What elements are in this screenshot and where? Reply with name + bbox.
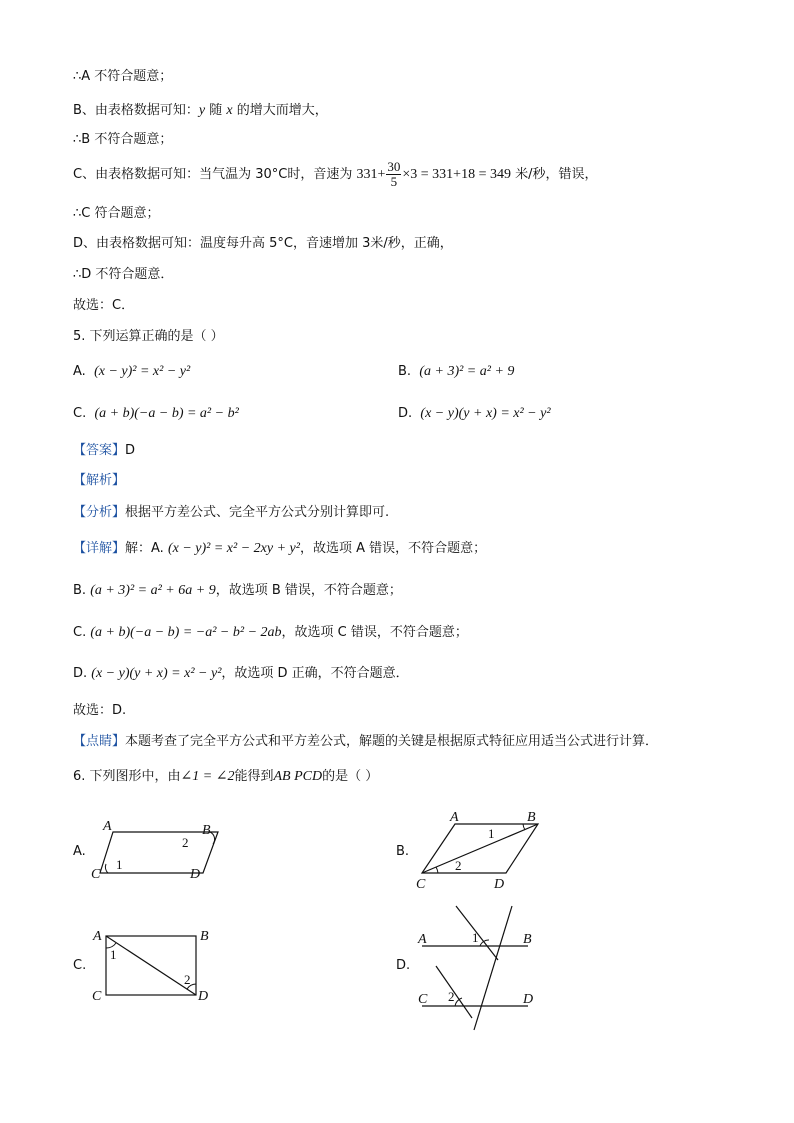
q6-option-c-label: C. <box>73 958 87 973</box>
solution-line-8: 故选：C． <box>73 298 135 313</box>
label-1: 1 <box>110 947 117 962</box>
q5-option-c: C. (a + b)(−a − b) = a² − b² <box>73 406 239 421</box>
figure-c <box>88 922 228 1007</box>
label-a: A <box>450 810 459 825</box>
solution-line-3: ∴B 不符合题意； <box>73 132 173 147</box>
q5-dianjing: 【点睛】本题考查了完全平方公式和平方差公式，解题的关键是根据原式特征应用适当公式进行计算． <box>73 734 659 749</box>
solution-line-7: ∴D 不符合题意． <box>73 267 174 282</box>
solution-line-4: C、由表格数据可知：当气温为 30°C时，音速为 331+ $\frac{30}{5}$ ×3 = 331+18 = 349 米/秒，错误， <box>73 159 598 189</box>
fraction-30-over-5: $\frac{30}{5}$ <box>387 159 401 189</box>
label-a: A <box>103 819 112 834</box>
figure-b <box>410 806 550 896</box>
label-b: B <box>200 929 209 944</box>
label-2: 2 <box>455 858 462 873</box>
label-b: B <box>523 932 532 947</box>
q6-option-a-label: A. <box>73 844 86 859</box>
solution-line-2: B、由表格数据可知：y 随 x 的增大而增大， <box>73 103 328 118</box>
q5-choose: 故选：D. <box>73 703 127 718</box>
label-c: C <box>91 867 101 882</box>
label-d: D <box>190 867 201 882</box>
label-b: B <box>527 810 536 825</box>
label-b: B <box>202 823 211 838</box>
q5-stem: 5. 下列运算正确的是（ ） <box>73 329 224 344</box>
label-c: C <box>416 877 426 892</box>
label-1: 1 <box>472 930 479 945</box>
q5-jiexi: 【解析】 <box>73 473 126 488</box>
label-d: D <box>523 992 534 1007</box>
label-a: A <box>93 929 102 944</box>
label-2: 2 <box>182 835 189 850</box>
q5-detail-a: 【详解】解：A. (x − y)² = x² − 2xy + y²，故选项 A 错误，不符合题意； <box>73 541 487 556</box>
label-a: A <box>418 932 427 947</box>
q6-option-d-label: D. <box>396 958 411 973</box>
q6-option-b-label: B. <box>396 844 410 859</box>
label-2: 2 <box>184 972 191 987</box>
label-c: C <box>418 992 428 1007</box>
q5-answer: 【答案】D <box>73 443 136 458</box>
label-1: 1 <box>488 826 495 841</box>
figure-d <box>410 900 550 1035</box>
q5-option-a: A. (x − y)² = x² − y² <box>73 364 191 379</box>
q5-detail-b: B. (a + 3)² = a² + 6a + 9，故选项 B 错误，不符合题意； <box>73 583 402 598</box>
label-c: C <box>92 989 102 1004</box>
label-2: 2 <box>448 989 455 1004</box>
solution-line-1: ∴A 不符合题意； <box>73 69 173 84</box>
q5-detail-c: C. (a + b)(−a − b) = −a² − b² − 2ab，故选项 C 错误，不符合题意； <box>73 625 468 640</box>
label-1: 1 <box>116 857 123 872</box>
q5-option-b: B. (a + 3)² = a² + 9 <box>398 364 515 379</box>
solution-line-5: ∴C 符合题意； <box>73 206 160 221</box>
q6-stem: 6. 下列图形中，由∠1 = ∠2能得到AB PCD的是（ ） <box>73 769 379 784</box>
label-d: D <box>494 877 505 892</box>
q5-option-d: D. (x − y)(y + x) = x² − y² <box>398 406 551 421</box>
figure-a <box>88 818 228 888</box>
solution-line-6: D、由表格数据可知：温度每升高 5°C，音速增加 3米/秒，正确， <box>73 236 453 251</box>
q5-fenxi: 【分析】根据平方差公式、完全平方公式分别计算即可. <box>73 505 390 520</box>
label-d: D <box>198 989 209 1004</box>
q5-detail-d: D. (x − y)(y + x) = x² − y²，故选项 D 正确，不符合题意． <box>73 666 409 681</box>
